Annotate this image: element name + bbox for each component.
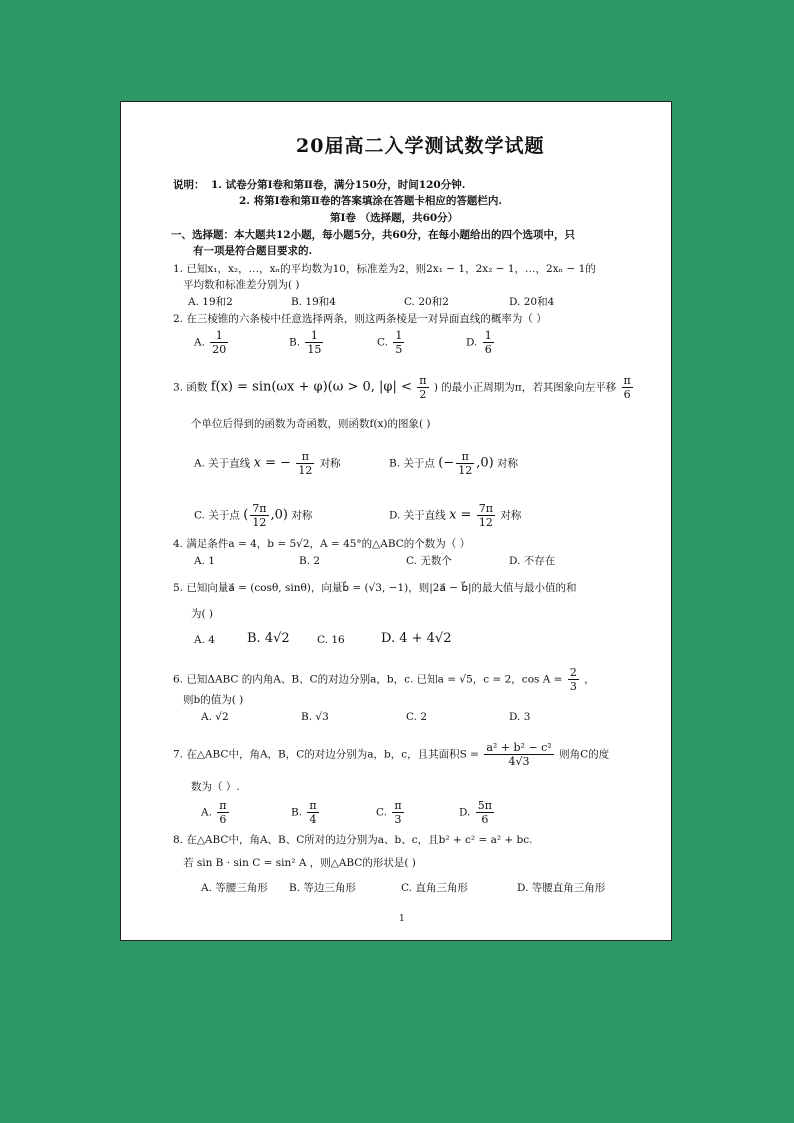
part1-line-2: 有一项是符合题目要求的. <box>193 245 313 257</box>
q7-a-den: 6 <box>219 813 227 826</box>
q3-shift-den: 6 <box>623 388 631 401</box>
q3-stem-line-1 <box>173 374 635 401</box>
q3-b-num: π <box>456 450 474 464</box>
q4-option-c: C. 无数个 <box>406 555 452 567</box>
q2-c-label: C. <box>377 336 388 349</box>
section-heading: 第Ⅰ卷 （选择题，共60分） <box>330 212 459 224</box>
q3-a-den: 12 <box>298 464 313 477</box>
page-number: 1 <box>399 914 405 924</box>
q7-b-den: 4 <box>309 813 317 826</box>
q3-mid: ) 的最小正周期为π，若其图象向左平移 <box>433 381 617 394</box>
q2-c-num: 1 <box>395 329 403 342</box>
q5-option-a: A. 4 <box>194 634 215 646</box>
q6-stem-line-1 <box>173 666 595 693</box>
q7-stem-line-1 <box>173 741 609 768</box>
q3-b-close: ,0) <box>476 455 494 471</box>
q2-option-c <box>377 329 406 356</box>
q2-b-den: 15 <box>307 343 322 356</box>
q2-option-d <box>466 329 496 356</box>
q8-option-c: C. 直角三角形 <box>401 882 468 894</box>
q6-option-c: C. 2 <box>406 711 428 723</box>
q5-option-d: D. 4 + 4√2 <box>381 631 452 646</box>
q7-b-num: π <box>309 799 317 812</box>
q1-option-d: D. 20和4 <box>509 296 555 308</box>
q1-option-c: C. 20和2 <box>404 296 449 308</box>
q7-option-d <box>459 799 496 826</box>
q3-a-post: 对称 <box>319 457 341 470</box>
q2-option-b <box>289 329 325 356</box>
q3-cond-den: 2 <box>419 388 427 401</box>
q7-d-den: 6 <box>481 813 489 826</box>
q6-option-b: B. √3 <box>301 711 329 723</box>
q3-c-den: 12 <box>252 516 267 529</box>
q7-d-num: 5π <box>477 799 492 812</box>
q7-option-b <box>291 799 321 826</box>
notes-line-1: 1. 试卷分第Ⅰ卷和第Ⅱ卷，满分150分，时间120分钟. <box>211 179 466 191</box>
q1-option-a: A. 19和2 <box>188 296 233 308</box>
q5-option-b: B. 4√2 <box>247 631 290 646</box>
q4-option-a: A. 1 <box>194 555 215 567</box>
q3-c-open: ( <box>243 507 249 523</box>
q7-d-label: D. <box>459 806 471 819</box>
q3-b-open: (− <box>438 455 455 471</box>
q1-option-b: B. 19和4 <box>291 296 336 308</box>
q7-option-c <box>376 799 406 826</box>
q6-stem-line-2: 则b的值为( ) <box>183 694 244 706</box>
q3-cond-num: π <box>419 374 427 387</box>
q7-num: a² + b² − c² <box>486 741 552 754</box>
q2-d-den: 6 <box>484 343 492 356</box>
q2-c-den: 5 <box>395 343 403 356</box>
q4-option-b: B. 2 <box>299 555 321 567</box>
q3-d-pre: D. 关于直线 <box>389 509 446 522</box>
q5-stem-line-1: 5. 已知向量a⃗ = (cosθ, sinθ)，向量b⃗ = (√3, −1)，则|2a⃗ − b⃗|的最大值与最小值的和 <box>173 582 577 594</box>
exam-page <box>120 101 672 941</box>
page-title: 20届高二入学测试数学试题 <box>296 135 545 157</box>
q3-c-post: 对称 <box>291 509 313 522</box>
q2-b-label: B. <box>289 336 301 349</box>
q3-option-c <box>194 502 312 529</box>
q3-c-num: 7π <box>252 502 267 515</box>
q1-stem-line-2: 平均数和标准差分别为( ) <box>183 279 300 291</box>
q7-den: 4√3 <box>508 755 530 768</box>
q6-den: 3 <box>569 680 577 693</box>
q2-a-den: 20 <box>212 343 227 356</box>
q1-stem-line-1: 1. 已知x₁，x₂，…，xₙ的平均数为10，标准差为2，则2x₁ − 1，2x₂ − 1，…，2xₙ − 1的 <box>173 263 596 275</box>
q3-d-post: 对称 <box>500 509 522 522</box>
q7-pre: 7. 在△ABC中，角A，B，C的对边分别为a，b，c，且其面积S = <box>173 748 479 761</box>
q2-stem: 2. 在三棱锥的六条棱中任意选择两条，则这两条棱是一对异面直线的概率为（ ） <box>173 313 547 325</box>
q3-a-pre: A. 关于直线 <box>194 457 251 470</box>
q7-a-num: π <box>219 799 227 812</box>
q3-d-den: 12 <box>478 516 493 529</box>
q8-option-b: B. 等边三角形 <box>289 882 356 894</box>
q2-b-num: 1 <box>305 329 323 343</box>
q3-a-num: π <box>296 450 314 464</box>
q3-option-d <box>389 502 521 529</box>
q7-option-a <box>201 799 231 826</box>
q7-c-label: C. <box>376 806 387 819</box>
q2-a-num: 1 <box>210 329 228 343</box>
q2-a-label: A. <box>194 336 205 349</box>
q6-post: ， <box>584 673 595 686</box>
q3-c-pre: C. 关于点 <box>194 509 240 522</box>
q3-b-post: 对称 <box>497 457 519 470</box>
q6-option-d: D. 3 <box>509 711 531 723</box>
q8-stem-line-2: 若 sin B · sin C = sin² A ，则△ABC的形状是( ) <box>183 857 416 869</box>
q8-option-d: D. 等腰直角三角形 <box>517 882 606 894</box>
q2-d-num: 1 <box>484 329 492 342</box>
q7-c-num: π <box>394 799 402 812</box>
q2-option-a <box>194 329 230 356</box>
q7-post: 则角C的度 <box>559 748 610 761</box>
q7-stem-line-2: 数为（ ）. <box>191 781 240 793</box>
q3-option-b <box>389 450 518 477</box>
q3-function: f(x) = sin(ωx + φ)(ω > 0, |φ| < <box>210 379 412 395</box>
q3-stem-line-2: 个单位后得到的函数为奇函数，则函数f(x)的图象( ) <box>191 418 431 430</box>
q3-a-var: x = − <box>253 455 291 471</box>
q4-stem: 4. 满足条件a = 4，b = 5√2，A = 45°的△ABC的个数为（ ） <box>173 538 471 550</box>
notes-line-2: 2. 将第Ⅰ卷和第Ⅱ卷的答案填涂在答题卡相应的答题栏内. <box>239 195 503 207</box>
q3-shift-num: π <box>623 374 631 387</box>
q3-b-pre: B. 关于点 <box>389 457 435 470</box>
q6-pre: 6. 已知ΔABC 的内角A、B、C的对边分别a，b，c. 已知a = √5，c = 2，cos A = <box>173 673 563 686</box>
q6-option-a: A. √2 <box>201 711 229 723</box>
q3-d-num: 7π <box>478 502 494 515</box>
q8-stem-line-1: 8. 在△ABC中，角A、B、C所对的边分别为a、b、c，且b² + c² = a² + bc. <box>173 834 533 846</box>
q6-num: 2 <box>569 666 577 679</box>
q8-option-a: A. 等腰三角形 <box>201 882 268 894</box>
notes-label: 说明： <box>173 179 205 191</box>
q5-stem-line-2: 为( ) <box>191 608 214 620</box>
q7-c-den: 3 <box>394 813 402 826</box>
q7-b-label: B. <box>291 806 303 819</box>
q3-d-var: x = <box>449 507 472 523</box>
q3-c-close: ,0) <box>270 507 288 523</box>
q2-d-label: D. <box>466 336 478 349</box>
q3-b-den: 12 <box>458 464 473 477</box>
q3-option-a <box>194 450 341 477</box>
q4-option-d: D. 不存在 <box>509 555 556 567</box>
q7-a-label: A. <box>201 806 212 819</box>
q5-option-c: C. 16 <box>317 634 345 646</box>
q3-pre: 3. 函数 <box>173 381 208 394</box>
part1-line-1: 一、选择题：本大题共12小题，每小题5分，共60分，在每小题给出的四个选项中，只 <box>171 229 576 241</box>
